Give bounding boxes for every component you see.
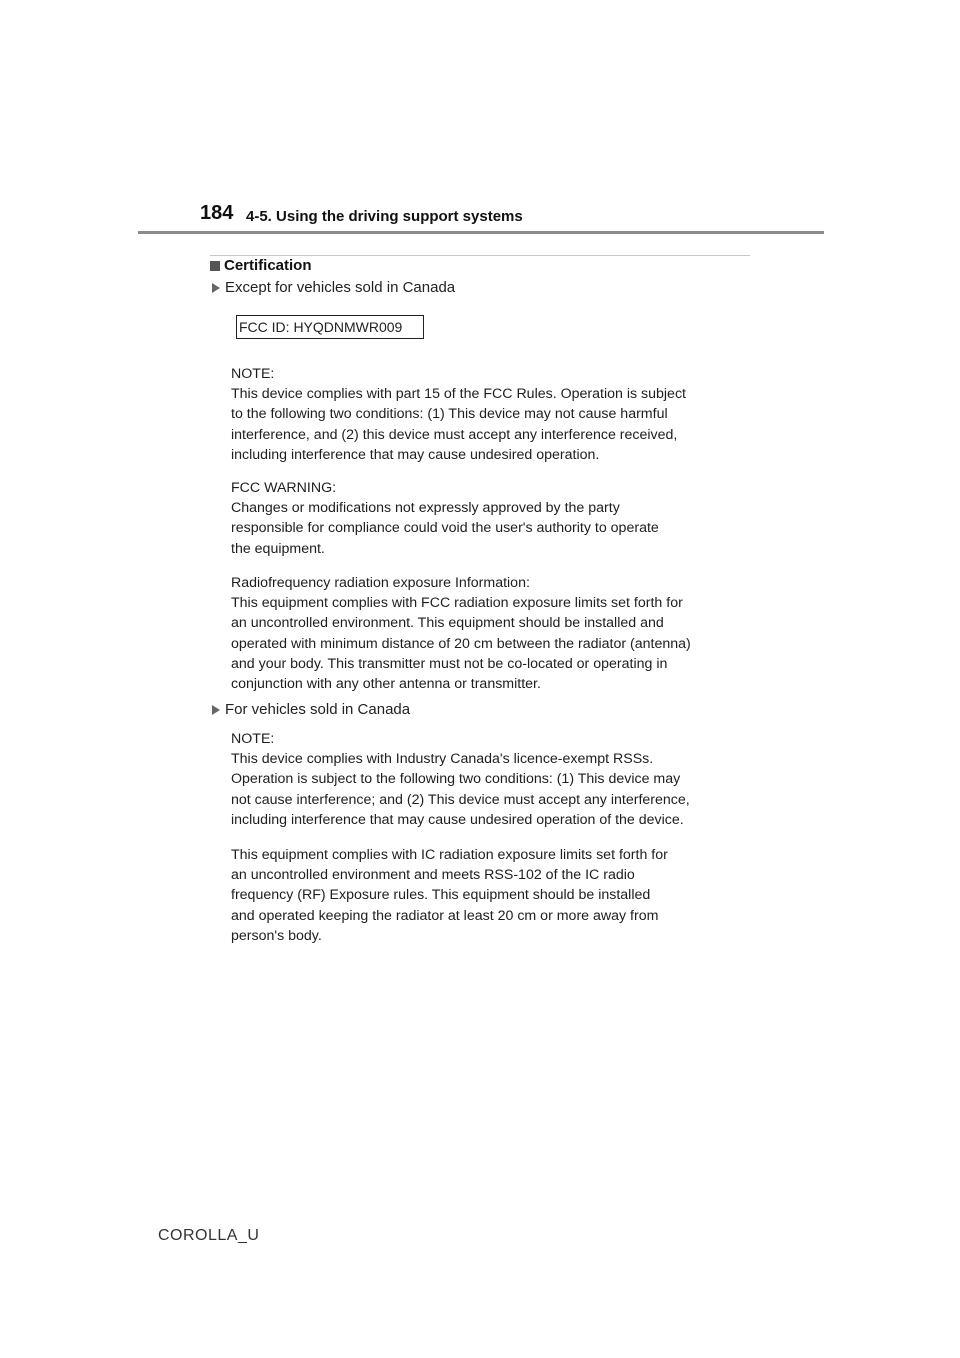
canada-note-line: This device complies with Industry Canada's licence-exempt RSSs.	[231, 751, 654, 768]
canada-note-line: Operation is subject to the following two conditions: (1) This device may	[231, 771, 681, 788]
ic-exposure-line: frequency (RF) Exposure rules. This equipment should be installed	[231, 887, 651, 904]
canada-note-block	[231, 729, 751, 830]
ic-exposure-line: This equipment complies with IC radiation exposure limits set forth for	[231, 847, 668, 863]
rf-exposure-line: an uncontrolled environment. This equipment should be installed and	[231, 615, 664, 632]
canada-note-label: NOTE:	[231, 731, 275, 747]
rf-exposure-line: operated with minimum distance of 20 cm between the radiator (antenna)	[231, 635, 691, 652]
ic-exposure-line: person's body.	[231, 927, 322, 944]
bullet-canada	[212, 701, 410, 718]
fcc-warning-line: Changes or modifications not expressly approved by the party	[231, 500, 620, 517]
footer-model-code: COROLLA_U	[158, 1227, 260, 1244]
rf-exposure-label: Radiofrequency radiation exposure Information:	[231, 575, 530, 591]
fcc-warning-line: responsible for compliance could void the user's authority to operate	[231, 520, 659, 537]
section-divider	[210, 255, 750, 256]
header-divider	[138, 231, 824, 234]
us-note-line: interference, and (2) this device must accept any interference received,	[231, 426, 678, 443]
ic-exposure-line: and operated keeping the radiator at least 20 cm or more away from	[231, 907, 659, 924]
certification-heading	[210, 257, 312, 274]
page-number: 184	[200, 202, 234, 224]
canada-note-line: not cause interference; and (2) This device must accept any interference,	[231, 791, 690, 808]
fcc-warning-label: FCC WARNING:	[231, 480, 337, 496]
us-note-line: to the following two conditions: (1) This device may not cause harmful	[231, 406, 668, 423]
fcc-warning-line: the equipment.	[231, 540, 325, 557]
ic-exposure-block	[231, 845, 751, 946]
rf-exposure-line: and your body. This transmitter must not be co-located or operating in	[231, 655, 668, 672]
bullet-except-canada-text: Except for vehicles sold in Canada	[225, 279, 456, 296]
fcc-warning-block	[231, 478, 751, 559]
ic-exposure-line: an uncontrolled environment and meets RSS-102 of the IC radio	[231, 867, 635, 884]
section-title: 4-5. Using the driving support systems	[246, 208, 523, 225]
us-note-label: NOTE:	[231, 366, 275, 382]
us-note-line: This device complies with part 15 of the FCC Rules. Operation is subject	[231, 386, 686, 403]
canada-note-line: including interference that may cause undesired operation of the device.	[231, 811, 684, 828]
triangle-bullet-icon	[212, 705, 220, 715]
square-bullet-icon	[210, 261, 220, 271]
triangle-bullet-icon	[212, 283, 220, 293]
rf-exposure-line: This equipment complies with FCC radiation exposure limits set forth for	[231, 595, 683, 612]
rf-exposure-line: conjunction with any other antenna or transmitter.	[231, 676, 541, 693]
us-note-block	[231, 364, 751, 465]
fcc-id-box: FCC ID: HYQDNMWR009	[236, 315, 424, 339]
bullet-canada-text: For vehicles sold in Canada	[225, 701, 411, 718]
bullet-except-canada	[212, 279, 455, 296]
us-note-line: including interference that may cause undesired operation.	[231, 446, 600, 463]
certification-heading-text: Certification	[224, 257, 312, 274]
rf-exposure-block	[231, 573, 751, 694]
